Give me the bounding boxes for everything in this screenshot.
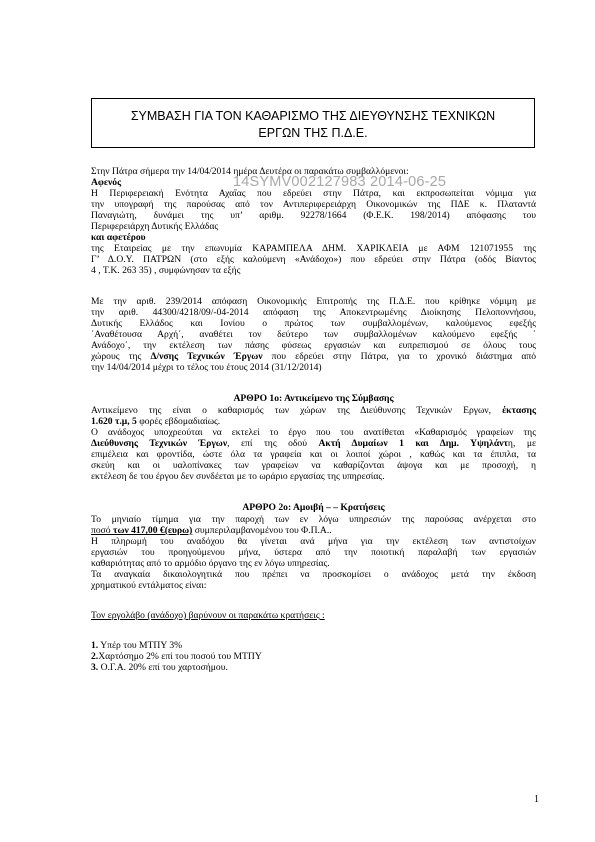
article-2-line (91, 525, 332, 536)
decision-line: την αριθ. 44300/4218/09/-04-2014 απόφαση της Αποκεντρωμένης Διοίκησης Πελοποννήσου, (91, 307, 536, 318)
article-2-line: Το μηνιαίο τίμημα για την παροχή των εν λόγω υπηρεσιών της παρούσας ανέρχεται στο (91, 514, 536, 525)
party-b-label: και αφετέρου (91, 232, 146, 243)
article-1-area-label: έκτασης (502, 405, 536, 416)
document-title-line-1: ΣΥΜΒΑΣΗ ΓΙΑ ΤΟΝ ΚΑΘΑΡΙΣΜΟ ΤΗΣ ΔΙΕΥΘΥΝΣΗΣ ΤΕΧΝΙΚΩΝ (130, 109, 496, 123)
article-2-text: ποσό (91, 525, 114, 536)
deductions-heading: Τον εργολάβο (ανάδοχο) βαρύνουν οι παρακάτω κρατήσεις : (91, 610, 325, 621)
decision-line (91, 351, 536, 362)
article-1-area-value: 1.620 τ.μ, 5 (91, 416, 137, 427)
article-1-address: Ακτή Δυμαίων 1 και Δημ. Υψηλάντ (318, 438, 508, 449)
watermark-code: 14SYMV002127983 2014-06-25 (233, 174, 447, 190)
decision-line: Με την αριθ. 239/2014 απόφαση Οικονομικής Επιτροπής της Π.Δ.Ε. που κρίθηκε νόμιμη με (91, 296, 536, 307)
intro-line: Περιφερειάρχη Δυτικής Ελλάδας (91, 221, 219, 232)
decision-line: Δυτικής Ελλάδος και Ιονίου ο πρώτος των συμβαλλομένων, καλούμενος εφεξής (91, 318, 536, 329)
article-1-line: επιμέλεια και φροντίδα, ώστε όλα τα γραφεία και οι λοιποί χώροι , καθώς και τα έπιπλα, τα (91, 449, 536, 460)
document-title-box (91, 98, 535, 148)
article-2-line: καθαριότητας από το αρμόδιο όργανο της εν λόγω υπηρεσίας. (91, 558, 330, 569)
article-2-line: χρηματικού εντάλματος είναι: (91, 580, 207, 591)
intro-line: Γ’ Δ.Ο.Υ. ΠΑΤΡΩΝ (στο εξής καλούμενη «Ανάδοχο») που εδρεύει στην Πάτρα (οδός Βίαντος (91, 254, 536, 265)
deduction-item (91, 662, 228, 673)
article-1-text: φορές εβδομαδιαίως. (136, 416, 221, 427)
article-1-line: εκτέλεση δε του έργου δεν συνδέεται με το ωράριο εργασίας της υπηρεσίας. (91, 471, 385, 482)
article-2-line: Τα αναγκαία δικαιολογητικά που πρέπει να προσκομίσει ο ανάδοχος μετά την έκδοση (91, 569, 536, 580)
deduction-text: Χαρτόσημο 2% επί του ποσού του ΜΤΠΥ (98, 651, 262, 662)
decision-text: χώρους της (91, 351, 151, 362)
intro-line: 4 , Τ.Κ. 263 35) , συμφώνησαν τα εξής (91, 265, 241, 276)
party-a-label: Αφενός (91, 177, 122, 188)
deduction-item (91, 651, 262, 662)
intro-line: την υπογραφή της παρούσας από τον Αντιπεριφερειάρχη Οικονομικών της ΠΔΕ κ. Πλαταντά (91, 199, 536, 210)
decision-line: την 14/04/2014 μέχρι το τέλος του έτους 2014 (31/12/2014) (91, 362, 322, 373)
decision-service-name: Δ/νσης Τεχνικών Έργων (150, 351, 263, 362)
article-2-text: συμπεριλαμβανομένου του Φ.Π.Α.. (192, 525, 332, 536)
intro-line: Η Περιφερειακή Ενότητα Αχαΐας που εδρεύει στην Πάτρα, και εκπροσωπείται νόμιμα για (91, 188, 536, 199)
intro-line: Στην Πάτρα σήμερα την 14/04/2014 ημέρα Δευτέρα οι παρακάτω συμβαλλόμενοι: (91, 166, 409, 177)
article-2-heading: ΑΡΘΡΟ 2ο: Αμοιβή – – Κρατήσεις (242, 502, 385, 513)
intro-line: της Εταιρείας με την επωνυμία ΚΑΡΑΜΠΕΛΑ ΔΗΜ. ΧΑΡΙΚΛΕΙΑ με ΑΦΜ 121071955 της (91, 243, 536, 254)
article-1-line (91, 416, 220, 427)
decision-line: Ανάδοχο΄, την εκτέλεση των πάσης φύσεως εργασιών και ευπρεπισμού σε όλους τους (91, 340, 536, 351)
article-2-amount: των 417,00 €(ευρω) (113, 525, 193, 536)
deduction-number: 1. (91, 640, 99, 651)
deduction-number: 2. (91, 651, 99, 662)
article-2-line: Η πληρωμή του αναδόχου θα γίνεται ανά μήνα για την εκτέλεση των αντιστοίχων (91, 536, 536, 547)
article-1-text: , επί της οδού (227, 438, 319, 449)
article-1-line (91, 405, 536, 416)
article-1-text: Αντικείμενο της είναι ο καθαρισμός των χώρων της Διεύθυνσης Τεχνικών Εργων, (91, 405, 503, 416)
page-number: 1 (534, 794, 539, 805)
intro-line: Παναγιώτη, δυνάμει της υπ’ αριθμ. 92278/1664 (Φ.Ε.Κ. 198/2014) απόφασης του (91, 210, 536, 221)
deduction-number: 3. (91, 662, 99, 673)
article-1-line (91, 438, 536, 449)
article-1-line: Ο ανάδοχος υποχρεούται να εκτελεί το έργο που του ανατίθεται «Καθαρισμός γραφείων της (91, 427, 536, 438)
article-1-heading: ΑΡΘΡΟ 1ο: Αντικείμενο της Σύμβασης (233, 393, 394, 404)
article-1-service-name: Διεύθυνσης Τεχνικών Έργων (91, 438, 228, 449)
document-title-line-2: ΕΡΓΩΝ ΤΗΣ Π.Δ.Ε. (258, 126, 368, 140)
deduction-text: Ο.Γ.Α. 20% επί του χαρτοσήμου. (98, 662, 228, 673)
deduction-text: Υπέρ του ΜΤΠΥ 3% (98, 640, 183, 651)
decision-line: ΄Αναθέτουσα Αρχή΄, αναθέτει τον δεύτερο των συμβαλλομένων καλούμενο εφεξής ΄ (91, 329, 536, 340)
decision-text: που εδρεύει στην Πάτρα, για το χρονικό διάστημα από (262, 351, 536, 362)
article-2-line: εργασιών του προηγούμενου μήνα, ύστερα από την ποιοτική παραλαβή των εργασιών (91, 547, 536, 558)
article-1-line: σκεύη και οι υαλοπίνακες των γραφείων να καθαρίζονται άψογα και με προσοχή, η (91, 460, 536, 471)
article-1-text: η, με (507, 438, 536, 449)
deduction-item (91, 640, 182, 651)
